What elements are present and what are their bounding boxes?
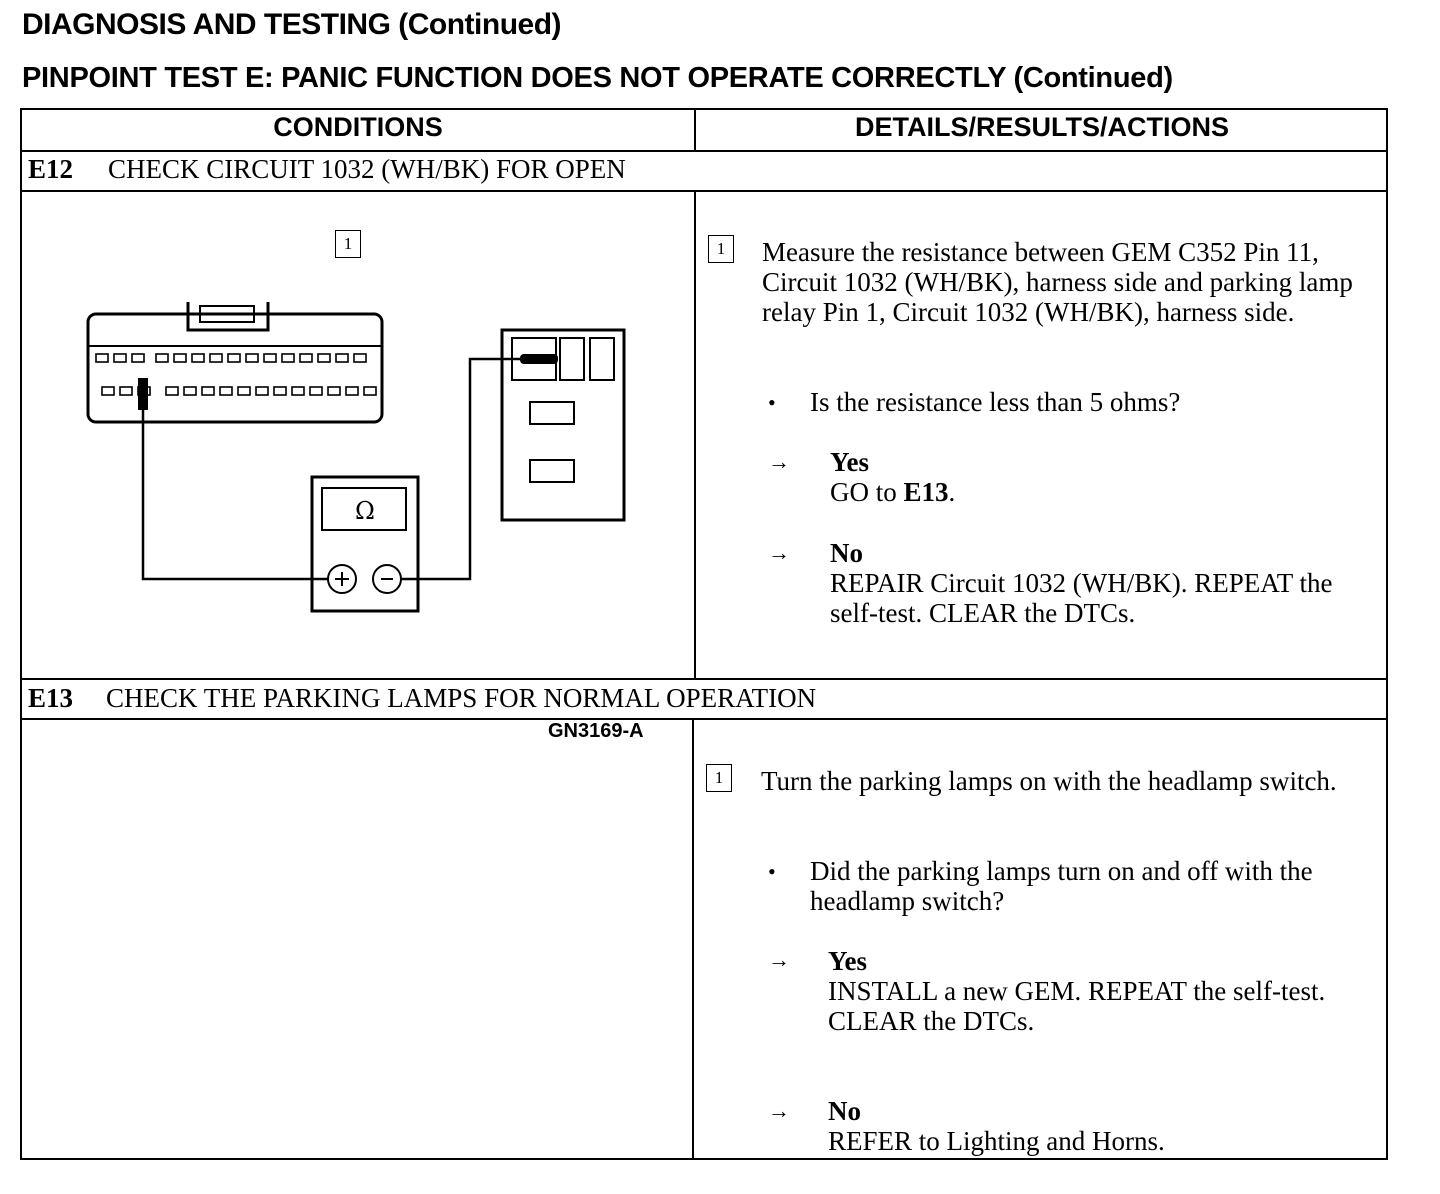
page-title: DIAGNOSIS AND TESTING (Continued) bbox=[22, 8, 562, 41]
step-e13-heading bbox=[28, 683, 816, 714]
e13-no-label: No bbox=[828, 1096, 861, 1126]
e12-yes-action-suffix: . bbox=[948, 477, 956, 507]
e12-no-action: REPAIR Circuit 1032 (WH/BK). REPEAT the self-test. CLEAR the DTCs. bbox=[830, 568, 1333, 628]
e12-no-result bbox=[830, 538, 1380, 628]
step-e12-heading bbox=[28, 154, 626, 185]
pinpoint-test-title: PINPOINT TEST E: PANIC FUNCTION DOES NOT OPERATE CORRECTLY (Continued) bbox=[22, 62, 1173, 94]
e12-yes-action bbox=[830, 477, 955, 507]
e13-yes-action: INSTALL a new GEM. REPEAT the self-test. CLEAR the DTCs. bbox=[828, 976, 1326, 1036]
e13-no-result bbox=[828, 1096, 1378, 1156]
column-divider-header bbox=[694, 110, 696, 150]
step-e13-title: CHECK THE PARKING LAMPS FOR NORMAL OPERATION bbox=[106, 683, 817, 713]
e12-no-arrow: → bbox=[768, 540, 790, 565]
e12-yes-arrow: → bbox=[768, 449, 790, 474]
e13-yes-label: Yes bbox=[828, 946, 867, 976]
column-divider-e13 bbox=[692, 718, 694, 1160]
e12-step-text: Measure the resistance between GEM C352 Pin 11, Circuit 1032 (WH/BK), harness side and parking lamp relay Pin 1, Circuit 1032 (WH/BK), harness side. bbox=[762, 237, 1353, 327]
e13-yes-arrow: → bbox=[768, 947, 790, 972]
meter-terminals bbox=[328, 565, 401, 593]
e12-question: Is the resistance less than 5 ohms? bbox=[810, 387, 1181, 417]
ohm-symbol: Ω bbox=[355, 497, 375, 525]
e12-yes-action-prefix: GO to bbox=[830, 477, 904, 507]
e13-no-action[interactable]: REFER to Lighting and Horns. bbox=[828, 1126, 1165, 1156]
positive-test-lead bbox=[143, 402, 328, 579]
step-e12-id: E12 bbox=[28, 154, 74, 184]
e12-yes-result bbox=[830, 447, 955, 507]
resistance-test-diagram bbox=[82, 302, 642, 722]
e12-question-bullet: • bbox=[768, 390, 776, 415]
e13-yes-result bbox=[828, 946, 1388, 1036]
e12-step-number: 1 bbox=[708, 235, 734, 263]
e13-top-divider bbox=[22, 678, 1386, 680]
details-column-header: DETAILS/RESULTS/ACTIONS bbox=[854, 112, 1229, 142]
e13-step-number: 1 bbox=[706, 764, 732, 792]
e13-step-text: Turn the parking lamps on with the headlamp switch. bbox=[761, 766, 1337, 796]
figure-label: GN3169-A bbox=[548, 720, 644, 742]
e13-heading-divider bbox=[22, 718, 1386, 720]
e12-yes-label: Yes bbox=[830, 447, 869, 477]
e13-no-arrow: → bbox=[768, 1098, 790, 1123]
e13-question: Did the parking lamps turn on and off with the headlamp switch? bbox=[810, 856, 1313, 916]
e12-yes-target-link[interactable]: E13 bbox=[903, 477, 949, 507]
header-divider bbox=[22, 150, 1386, 152]
e13-question-bullet: • bbox=[768, 859, 776, 884]
step-e13-id: E13 bbox=[28, 683, 74, 713]
pinpoint-test-table bbox=[20, 108, 1388, 1160]
e12-no-label: No bbox=[830, 538, 863, 568]
step-e12-title: CHECK CIRCUIT 1032 (WH/BK) FOR OPEN bbox=[108, 154, 626, 184]
test-probe-relay-pin bbox=[520, 354, 558, 364]
figure-callout-1: 1 bbox=[335, 230, 361, 258]
conditions-column-header: CONDITIONS bbox=[273, 112, 443, 142]
column-divider-e12 bbox=[694, 190, 696, 678]
